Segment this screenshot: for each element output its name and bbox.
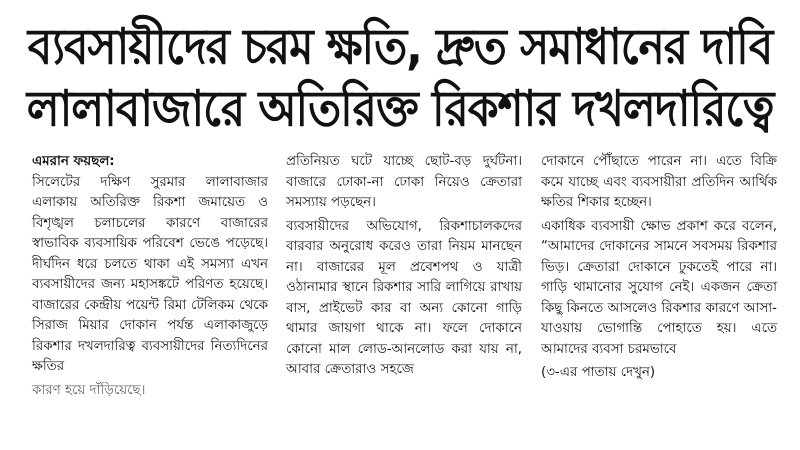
headline-line-2: লালাবাজারে অতিরিক্ত রিকশার দখলদারিত্বে	[26, 80, 774, 138]
paragraph: প্রতিনিয়ত ঘটে যাচ্ছে ছোট-বড় দুর্ঘটনা। বাজারে ঢোকা-না ঢোকা নিয়েও ক্রেতারা সমস্যায় পড়ছেন।	[286, 154, 522, 210]
paragraph: ব্যবসায়ীদের অভিযোগ, রিকশাচালকদের বারবার অনুরোধ করেও তারা নিয়ম মানছেন না। বাজারের মূল প্রবেশপথ ও যাত্রী ওঠানামার স্থানে রিকশার সারি লাগিয়ে রাখায় বাস, প্রাইভেট কার বা অন্য কোনো গাড়ি থামার জায়গা থাকে না। ফলে দোকানে কোনো মাল লোড-আনলোড করা যায় না, আবার ক্রেতারাও সহজে	[286, 218, 522, 377]
headline-line-1: ব্যবসায়ীদের চরম ক্ষতি, দ্রুত সমাধানের দাবি	[27, 18, 773, 76]
paragraph: একাধিক ব্যবসায়ী ক্ষোভ প্রকাশ করে বলেন, “আমাদের দোকানের সামনে সবসময় রিকশার ভিড়। ক্রেতারা দোকানে ঢুকতেই পারে না। গাড়ি থামানোর সুযোগ নেই। একজন ক্রেতা কিছু কিনতে আসলেও রিকশার কারণে আসা-যাওয়ায় ভোগান্তি পোহাতে হয়। এতে আমাদের ব্যবসা চরমভাবে	[541, 218, 777, 357]
article-column-3	[541, 152, 777, 387]
continuation-note: (৩-এর পাতায় দেখুন)	[541, 365, 656, 380]
article-column-1	[32, 152, 268, 398]
article-column-2	[286, 152, 522, 384]
paragraph: সিলেটের দক্ষিণ সুরমার লালাবাজার এলাকায় অতিরিক্ত রিকশা জমায়েত ও বিশৃঙ্খল চলাচলের কারণে বাজারের স্বাভাবিক ব্যবসায়িক পরিবেশ ভেঙে পড়েছে। দীর্ঘদিন ধরে চলতে থাকা এই সমস্যা এখন ব্যবসায়ীদের জন্য মহাসঙ্কটে পরিণত হয়েছে। বাজারের কেন্দ্রীয় পয়েন্ট রিমা টেলিকম থেকে সিরাজ মিয়ার দোকান পর্যন্ত এলাকাজুড়ে রিকশার দখলদারিত্ব ব্যবসায়ীদের নিত্যদিনের ক্ষতির	[32, 174, 268, 374]
paragraph: দোকানে পৌঁছাতে পারেন না। এতে বিক্রি কমে যাচ্ছে এবং ব্যবসায়ীরা প্রতিদিন আর্থিক ক্ষতির শিকার হচ্ছেন।	[541, 154, 777, 210]
byline: এমরান ফয়ছল:	[32, 154, 115, 169]
truncated-line: কারণ হয়ে দাঁড়িয়েছে।	[32, 382, 146, 398]
